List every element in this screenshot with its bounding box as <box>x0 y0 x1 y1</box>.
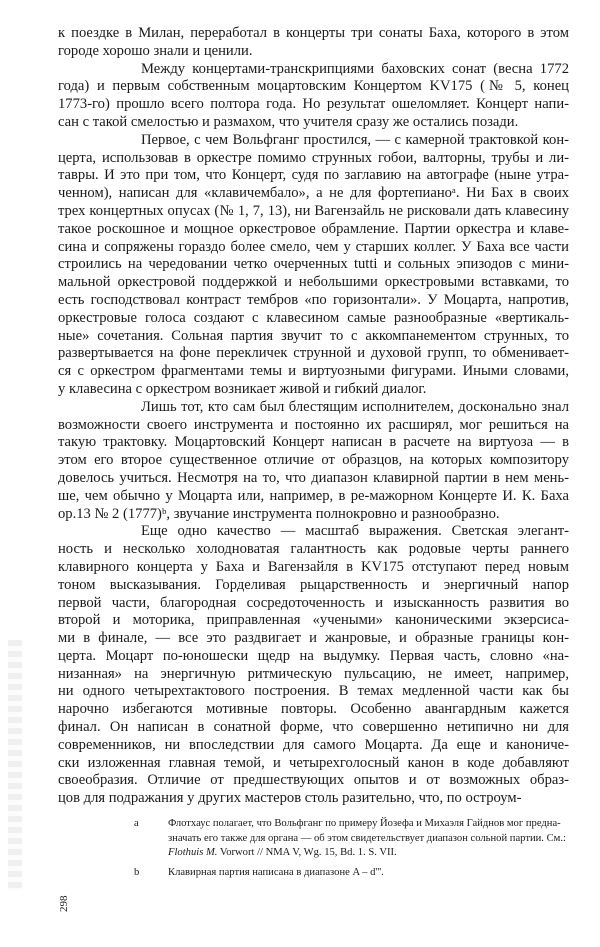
text-line: такое роскошное и мощное оркестровое обрамление. Партии оркестра и клаве- <box>58 220 569 237</box>
text-line: городе хорошо знали и ценили. <box>58 42 253 59</box>
body-text <box>58 25 569 808</box>
text-line: ми в финале, — все это раздвигает и жанровые, и образные границы кон- <box>58 630 569 647</box>
text-line: церта. Моцарт по-юношески щедр на выдумку. Первая часть, словно «на- <box>58 647 569 664</box>
text-line: низанная» на энергичную ритмическую пульсацию, не имеет, например, <box>58 665 569 682</box>
text-line: современников, ни впоследствии для самого Моцарта. Да еще и канониче- <box>58 736 569 753</box>
text-line: ски изложенная главная темой, и четырехголосный канон в коде добавляют <box>58 754 569 771</box>
text-line: тавры. И это при том, что Концерт, судя по заглавию на автографе (ныне утра- <box>58 167 569 184</box>
text-line: первой части, благородная сосредоточенность и изысканность развития во <box>58 594 569 611</box>
footnote-a <box>134 817 574 861</box>
text-line: ченном), написан для «клавичембало», а не для фортепианоᵃ. Ни Бах в своих <box>58 185 569 202</box>
text-line: цов для подражания у других мастеров столь разительно, что, по остроум- <box>58 790 522 807</box>
page-number: 298 <box>58 895 70 912</box>
footnote-marker: a <box>134 818 139 829</box>
text-line: ные» сочетания. Сольная партия звучит то с аккомпанементом струнных, то <box>58 327 569 344</box>
text-line: сан с такой смелостью и размахом, что учителя сразу же остались позади. <box>58 113 519 130</box>
text-line: финал. Он написан в сонатной форме, что совершенно нетипично ни для <box>58 719 569 736</box>
footnote-marker: b <box>134 867 140 878</box>
text-line: нарочно избегаются мотивные повторы. Особенно авангардным кажется <box>58 701 569 718</box>
text-line: своеобразия. Отличие от предшествующих опытов и от возможных образ- <box>58 772 569 789</box>
text-line: оркестровые голоса создают с клавесином самые разнообразные «вертикаль- <box>58 309 569 326</box>
paragraph <box>58 399 569 524</box>
text-line: довелось учиться. Несмотря на то, что диапазон клавирной партии в нем мень- <box>58 469 569 486</box>
paragraph <box>58 523 569 808</box>
text-line: сина и сопряжены гораздо более смело, чем у старших коллег. У Баха все части <box>58 238 569 255</box>
footnote-text: Клавирная партия написана в диапазоне A – d'''. <box>168 867 384 878</box>
text-line: Между концертами-транскрипциями баховских сонат (весна 1772 <box>141 60 569 77</box>
text-line: развертывается на фоне перекличек струнной и духовой групп, то обменивает- <box>58 345 569 362</box>
text-line: ся с оркестром фрагментами темы и виртуозными фигурами. Иными словами, <box>58 363 569 380</box>
footnote-author: Flothuis M. <box>168 847 218 858</box>
text-line: Еще одно качество — масштаб выражения. Светская элегант- <box>141 523 569 540</box>
footnote-b <box>134 866 574 881</box>
text-line: тоном высказывания. Горделивая рыцарственность и энергичный напор <box>58 576 569 593</box>
text-line: этом его второе существенное отличие от образцов, на которых композитору <box>58 452 569 469</box>
footnote-reference: Vorwort // NMA V, Wg. 15, Bd. 1. S. VII. <box>219 847 397 858</box>
text-line: года) и первым собственным моцартовским Концертом KV175 (№ 5, конец <box>58 78 569 95</box>
text-line: у клавесина с оркестром возникает живой и гибкий диалог. <box>58 380 427 397</box>
paragraph <box>58 25 569 61</box>
text-line: второй и моторика, приправленная «учеными» каноническими экзерсиса- <box>58 612 569 629</box>
paragraph <box>58 132 569 399</box>
text-line: op.13 № 2 (1777)ᵇ, звучание инструмента полнокровно и разнообразно. <box>58 505 500 522</box>
text-line: ше, чем обычно у Моцарта или, например, в ре-мажорном Концерте И. К. Баха <box>58 487 569 504</box>
text-line: такую трактовку. Моцартовский Концерт написан в расчете на виртуоза — в <box>58 434 569 451</box>
text-line: клавирного концерта у Баха и Вагензайля в KV175 отступают перед новым <box>58 558 569 575</box>
text-line: есть господствовал контраст тембров «по горизонтали». У Моцарта, напротив, <box>58 291 569 308</box>
text-line: ность и несколько холодноватая галантность как родовые черты раннего <box>58 541 569 558</box>
text-line: 1773-го) прошло всего полтора года. Но результат ошеломляет. Концерт напи- <box>58 96 569 113</box>
text-line: ни одного четырехтактового построения. В темах медленной части как бы <box>58 683 569 700</box>
margin-watermark <box>8 640 22 890</box>
text-line: трех концертных опусах (№ 1, 7, 13), ни Вагензайль не рисковали дать клавесину <box>58 202 569 219</box>
text-line: церта, использовав в оркестре помимо струнных гобои, валторны, трубы и ли- <box>58 149 569 166</box>
paragraph <box>58 61 569 132</box>
footnote-text: Флотхаус полагает, что Вольфганг по примеру Йозефа и Михаэля Гайднов мог предна-значать его также для органа — об этом свидетельствует диапазон сольной партии. См.: <box>168 818 566 844</box>
text-line: мальной оркестровой поддержкой и небольшими оркестровыми вставками, то <box>58 274 569 291</box>
text-line: Первое, с чем Вольфганг простился, — с камерной трактовкой кон- <box>141 131 569 148</box>
text-line: возможности своего инструмента и постоянно их расширял, мог решиться на <box>58 416 569 433</box>
text-line: к поездке в Милан, переработал в концерты три сонаты Баха, которого в этом <box>58 25 569 41</box>
text-line: Лишь тот, кто сам был блестящим исполнителем, досконально знал <box>141 398 569 415</box>
text-line: строились на чередовании четко очерченных tutti и сольных эпизодов с мини- <box>58 256 569 273</box>
